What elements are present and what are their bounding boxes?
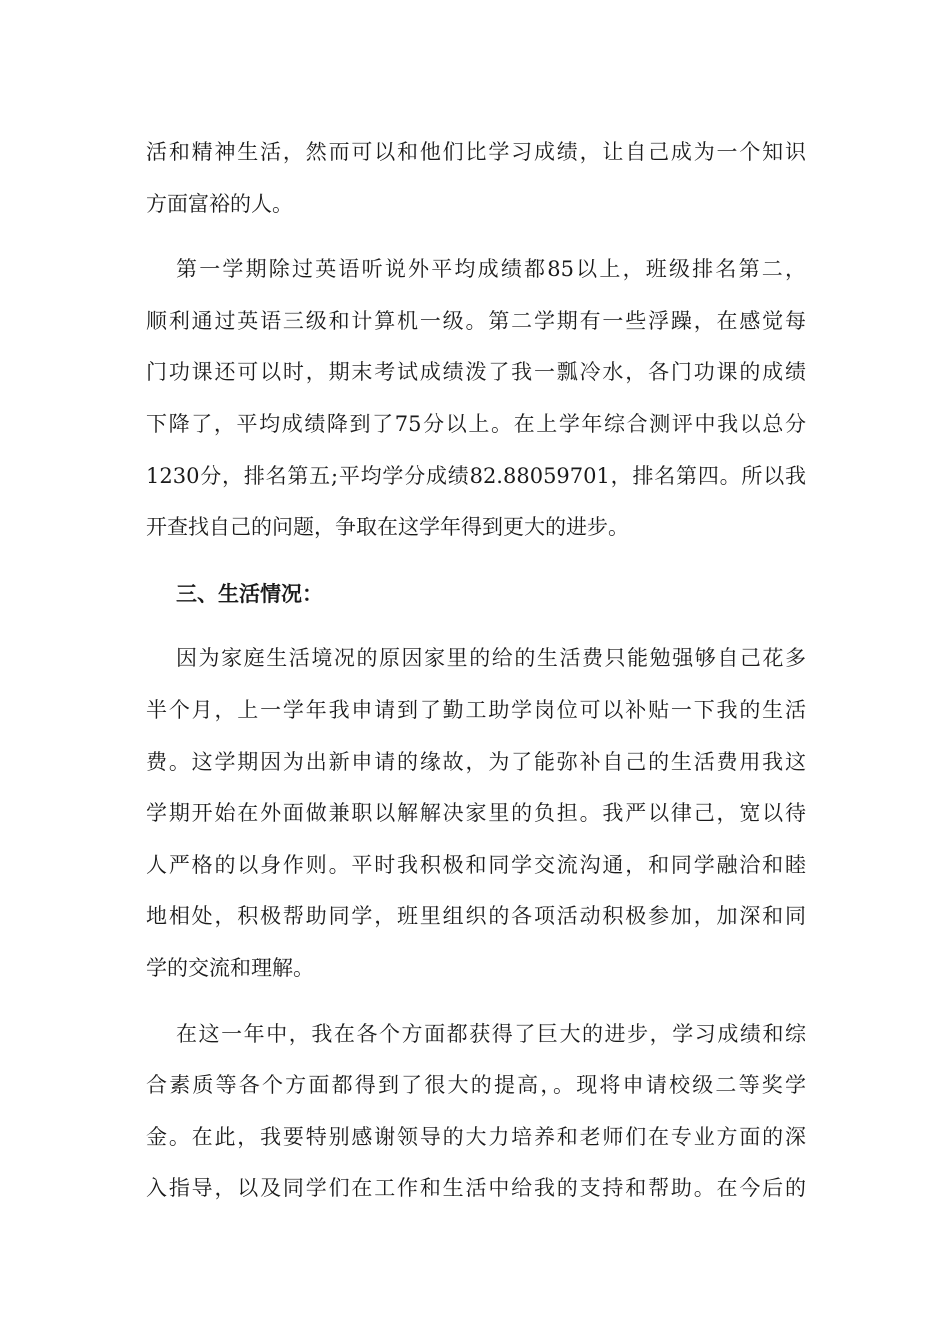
paragraph-gap — [146, 554, 806, 568]
document-body — [146, 127, 806, 1215]
text-line: 第一学期除过英语听说外平均成绩都85以上，班级排名第二， — [176, 257, 806, 282]
text-line: 费。这学期因为出新申请的缘故，为了能弥补自己的生活费用我这 — [146, 749, 806, 774]
text-line: 因为家庭生活境况的原因家里的给的生活费只能勉强够自己花多 — [176, 646, 806, 671]
text-line: 开查找自己的问题，争取在这学年得到更大的进步。 — [146, 515, 629, 540]
text-line: 学期开始在外面做兼职以解解决家里的负担。我严以律己，宽以待 — [146, 801, 806, 826]
text-line: 地相处，积极帮助同学，班里组织的各项活动积极参加，加深和同 — [146, 904, 806, 929]
text-line: 在这一年中，我在各个方面都获得了巨大的进步，学习成绩和综 — [176, 1021, 806, 1046]
text-line: 入指导，以及同学们在工作和生活中给我的支持和帮助。在今后的 — [146, 1176, 806, 1201]
paragraph-gap — [146, 619, 806, 633]
paragraph-3 — [146, 633, 806, 994]
text-line: 1230分，排名第五;平均学分成绩82.88059701，排名第四。所以我 — [146, 463, 806, 488]
paragraph-gap — [146, 230, 806, 244]
text-line: 金。在此，我要特别感谢领导的大力培养和老师们在专业方面的深 — [146, 1124, 806, 1149]
text-line: 方面富裕的人。 — [146, 191, 293, 216]
paragraph-2 — [146, 244, 806, 554]
text-line: 学的交流和理解。 — [146, 955, 314, 980]
paragraph-1 — [146, 127, 806, 230]
text-line: 半个月，上一学年我申请到了勤工助学岗位可以补贴一下我的生活 — [146, 697, 806, 722]
text-line: 下降了，平均成绩降到了75分以上。在上学年综合测评中我以总分 — [146, 411, 806, 436]
paragraph-gap — [146, 995, 806, 1009]
text-line: 活和精神生活，然而可以和他们比学习成绩，让自己成为一个知识 — [146, 140, 806, 164]
text-line: 合素质等各个方面都得到了很大的提高，。现将申请校级二等奖学 — [146, 1073, 806, 1098]
text-line: 门功课还可以时，期末考试成绩泼了我一瓢冷水，各门功课的成绩 — [146, 360, 806, 385]
section-heading: 三、生活情况： — [176, 580, 323, 606]
text-line: 顺利通过英语三级和计算机一级。第二学期有一些浮躁，在感觉每 — [146, 308, 806, 333]
text-line: 人严格的以身作则。平时我积极和同学交流沟通，和同学融洽和睦 — [146, 852, 806, 877]
paragraph-4 — [146, 1009, 806, 1215]
